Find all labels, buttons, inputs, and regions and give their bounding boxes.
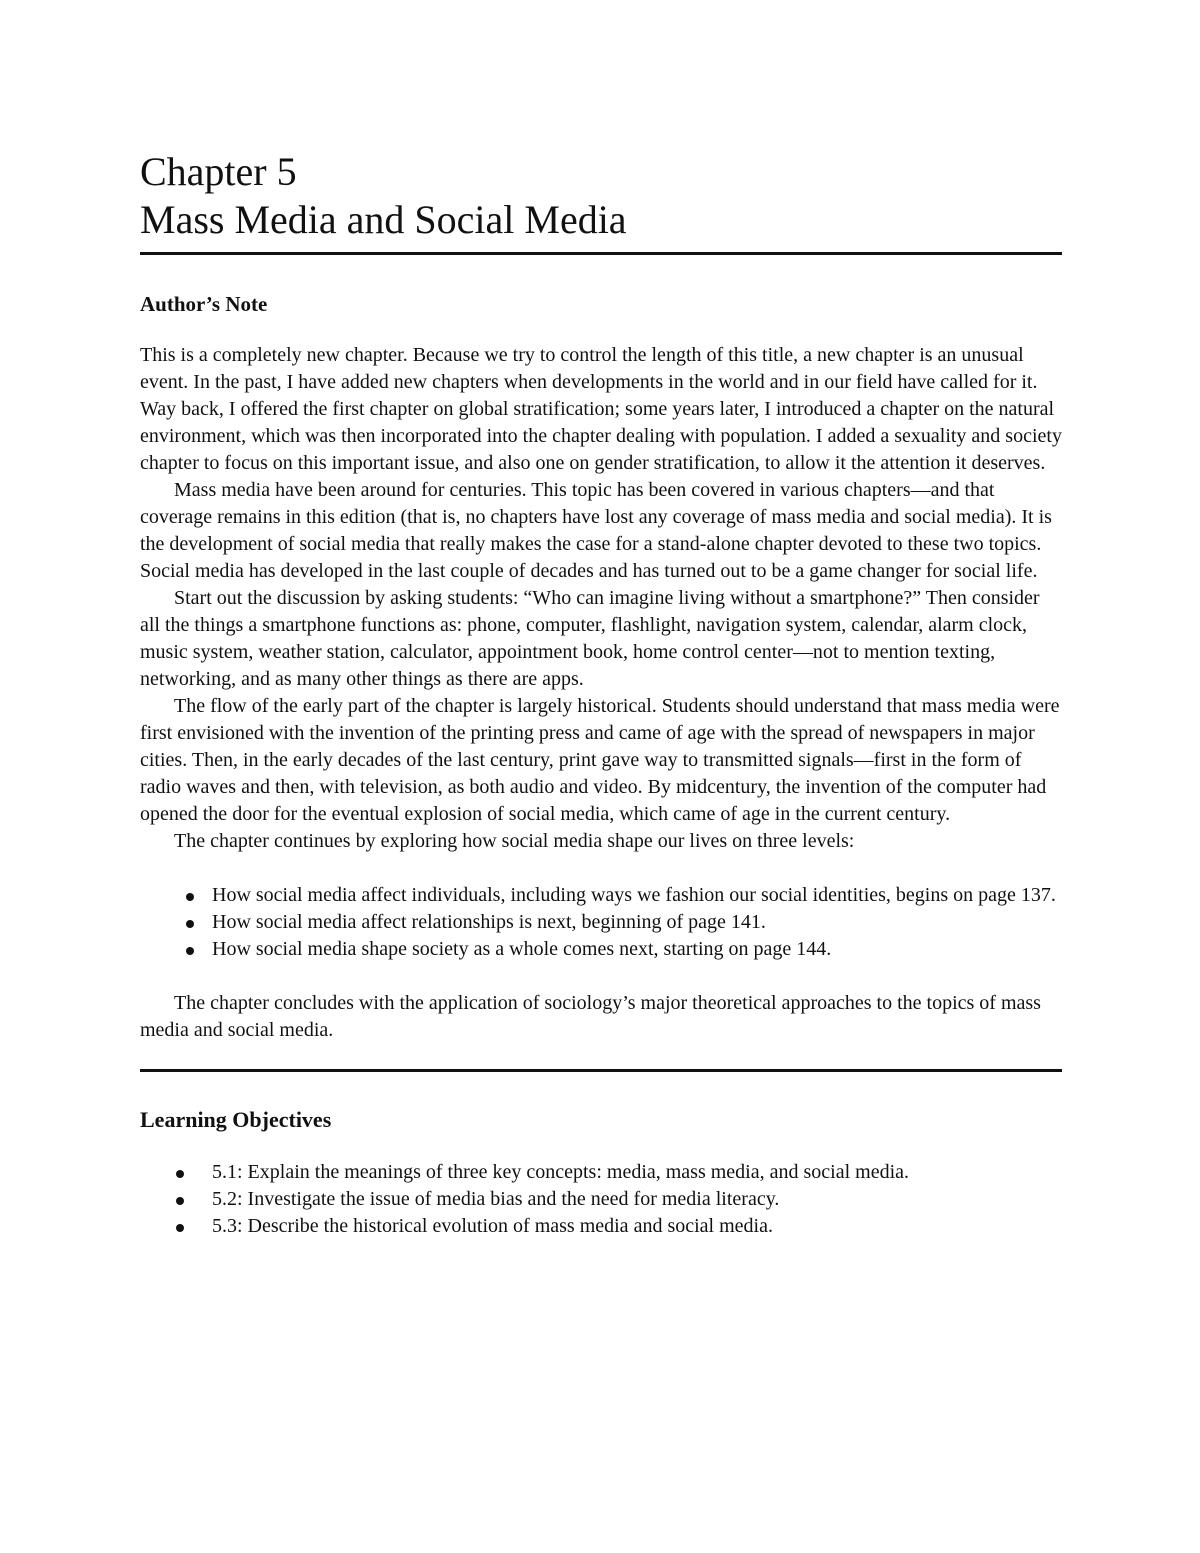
authors-note-paragraph-5: The chapter continues by exploring how social media shape our lives on three levels:	[174, 830, 855, 852]
learning-objectives-heading: Learning Objectives	[140, 1107, 332, 1132]
list-item-text: How social media shape society as a whole comes next, starting on page 144.	[212, 938, 832, 960]
list-item	[140, 1213, 1062, 1240]
authors-note-paragraph-2: Mass media have been around for centuries. This topic has been covered in various chapters—and that coverage remains in this edition (that is, no chapters have lost any coverage of mass media and social media). It is the development of social media that really makes the case for a stand-alone chapter devoted to these two topics. Social media has developed in the last couple of decades and has turned out to be a game changer for social life.	[140, 479, 1052, 582]
objective-text: 5.1: Explain the meanings of three key concepts: media, mass media, and social media.	[212, 1161, 910, 1183]
bullet-icon	[186, 893, 194, 901]
bullet-icon	[176, 1170, 184, 1178]
list-item-text: How social media affect relationships is next, beginning of page 141.	[212, 911, 766, 933]
chapter-name: Mass Media and Social Media	[140, 197, 627, 242]
authors-note-paragraph-1: This is a completely new chapter. Because we try to control the length of this title, a new chapter is an unusual event. In the past, I have added new chapters when developments in the world and in our field have called for it. Way back, I offered the first chapter on global stratification; some years later, I introduced a chapter on the natural environment, which was then incorporated into the chapter dealing with population. I added a sexuality and society chapter to focus on this important issue, and also one on gender stratification, to allow it the attention it deserves.	[140, 344, 1062, 474]
section-divider	[140, 1069, 1062, 1072]
chapter-title	[140, 148, 1062, 255]
objective-text: 5.3: Describe the historical evolution of mass media and social media.	[212, 1215, 773, 1237]
bullet-icon	[186, 920, 194, 928]
authors-note-conclusion: The chapter concludes with the application of sociology’s major theoretical approaches to the topics of mass media and social media.	[140, 992, 1041, 1041]
list-item	[140, 1159, 1062, 1186]
authors-note-body	[140, 342, 1062, 855]
authors-note-paragraph-3: Start out the discussion by asking students: “Who can imagine living without a smartphone?” Then consider all the things a smartphone functions as: phone, computer, flashlight, navigation system, calendar, alarm clock, music system, weather station, calculator, appointment book, home control center—not to mention texting, networking, and as many other things as there are apps.	[140, 587, 1040, 690]
bullet-icon	[186, 947, 194, 955]
list-item	[140, 936, 1062, 963]
list-item	[140, 909, 1062, 936]
objective-text: 5.2: Investigate the issue of media bias and the need for media literacy.	[212, 1188, 780, 1210]
authors-note-heading: Author’s Note	[140, 292, 268, 316]
authors-note-paragraph-4: The flow of the early part of the chapter is largely historical. Students should understand that mass media were first envisioned with the invention of the printing press and came of age with the spread of newspapers in major cities. Then, in the early decades of the last century, print gave way to transmitted signals—first in the form of radio waves and then, with television, as both audio and video. By midcentury, the invention of the computer had opened the door for the eventual explosion of social media, which came of age in the current century.	[140, 695, 1060, 825]
social-media-levels-list	[140, 882, 1062, 963]
learning-objectives-list	[140, 1159, 1062, 1240]
bullet-icon	[176, 1197, 184, 1205]
list-item	[140, 882, 1062, 909]
list-item	[140, 1186, 1062, 1213]
chapter-number: Chapter 5	[140, 149, 297, 194]
list-item-text: How social media affect individuals, including ways we fashion our social identities, begins on page 137.	[212, 884, 1056, 906]
bullet-icon	[176, 1224, 184, 1232]
document-page	[140, 148, 1062, 1240]
